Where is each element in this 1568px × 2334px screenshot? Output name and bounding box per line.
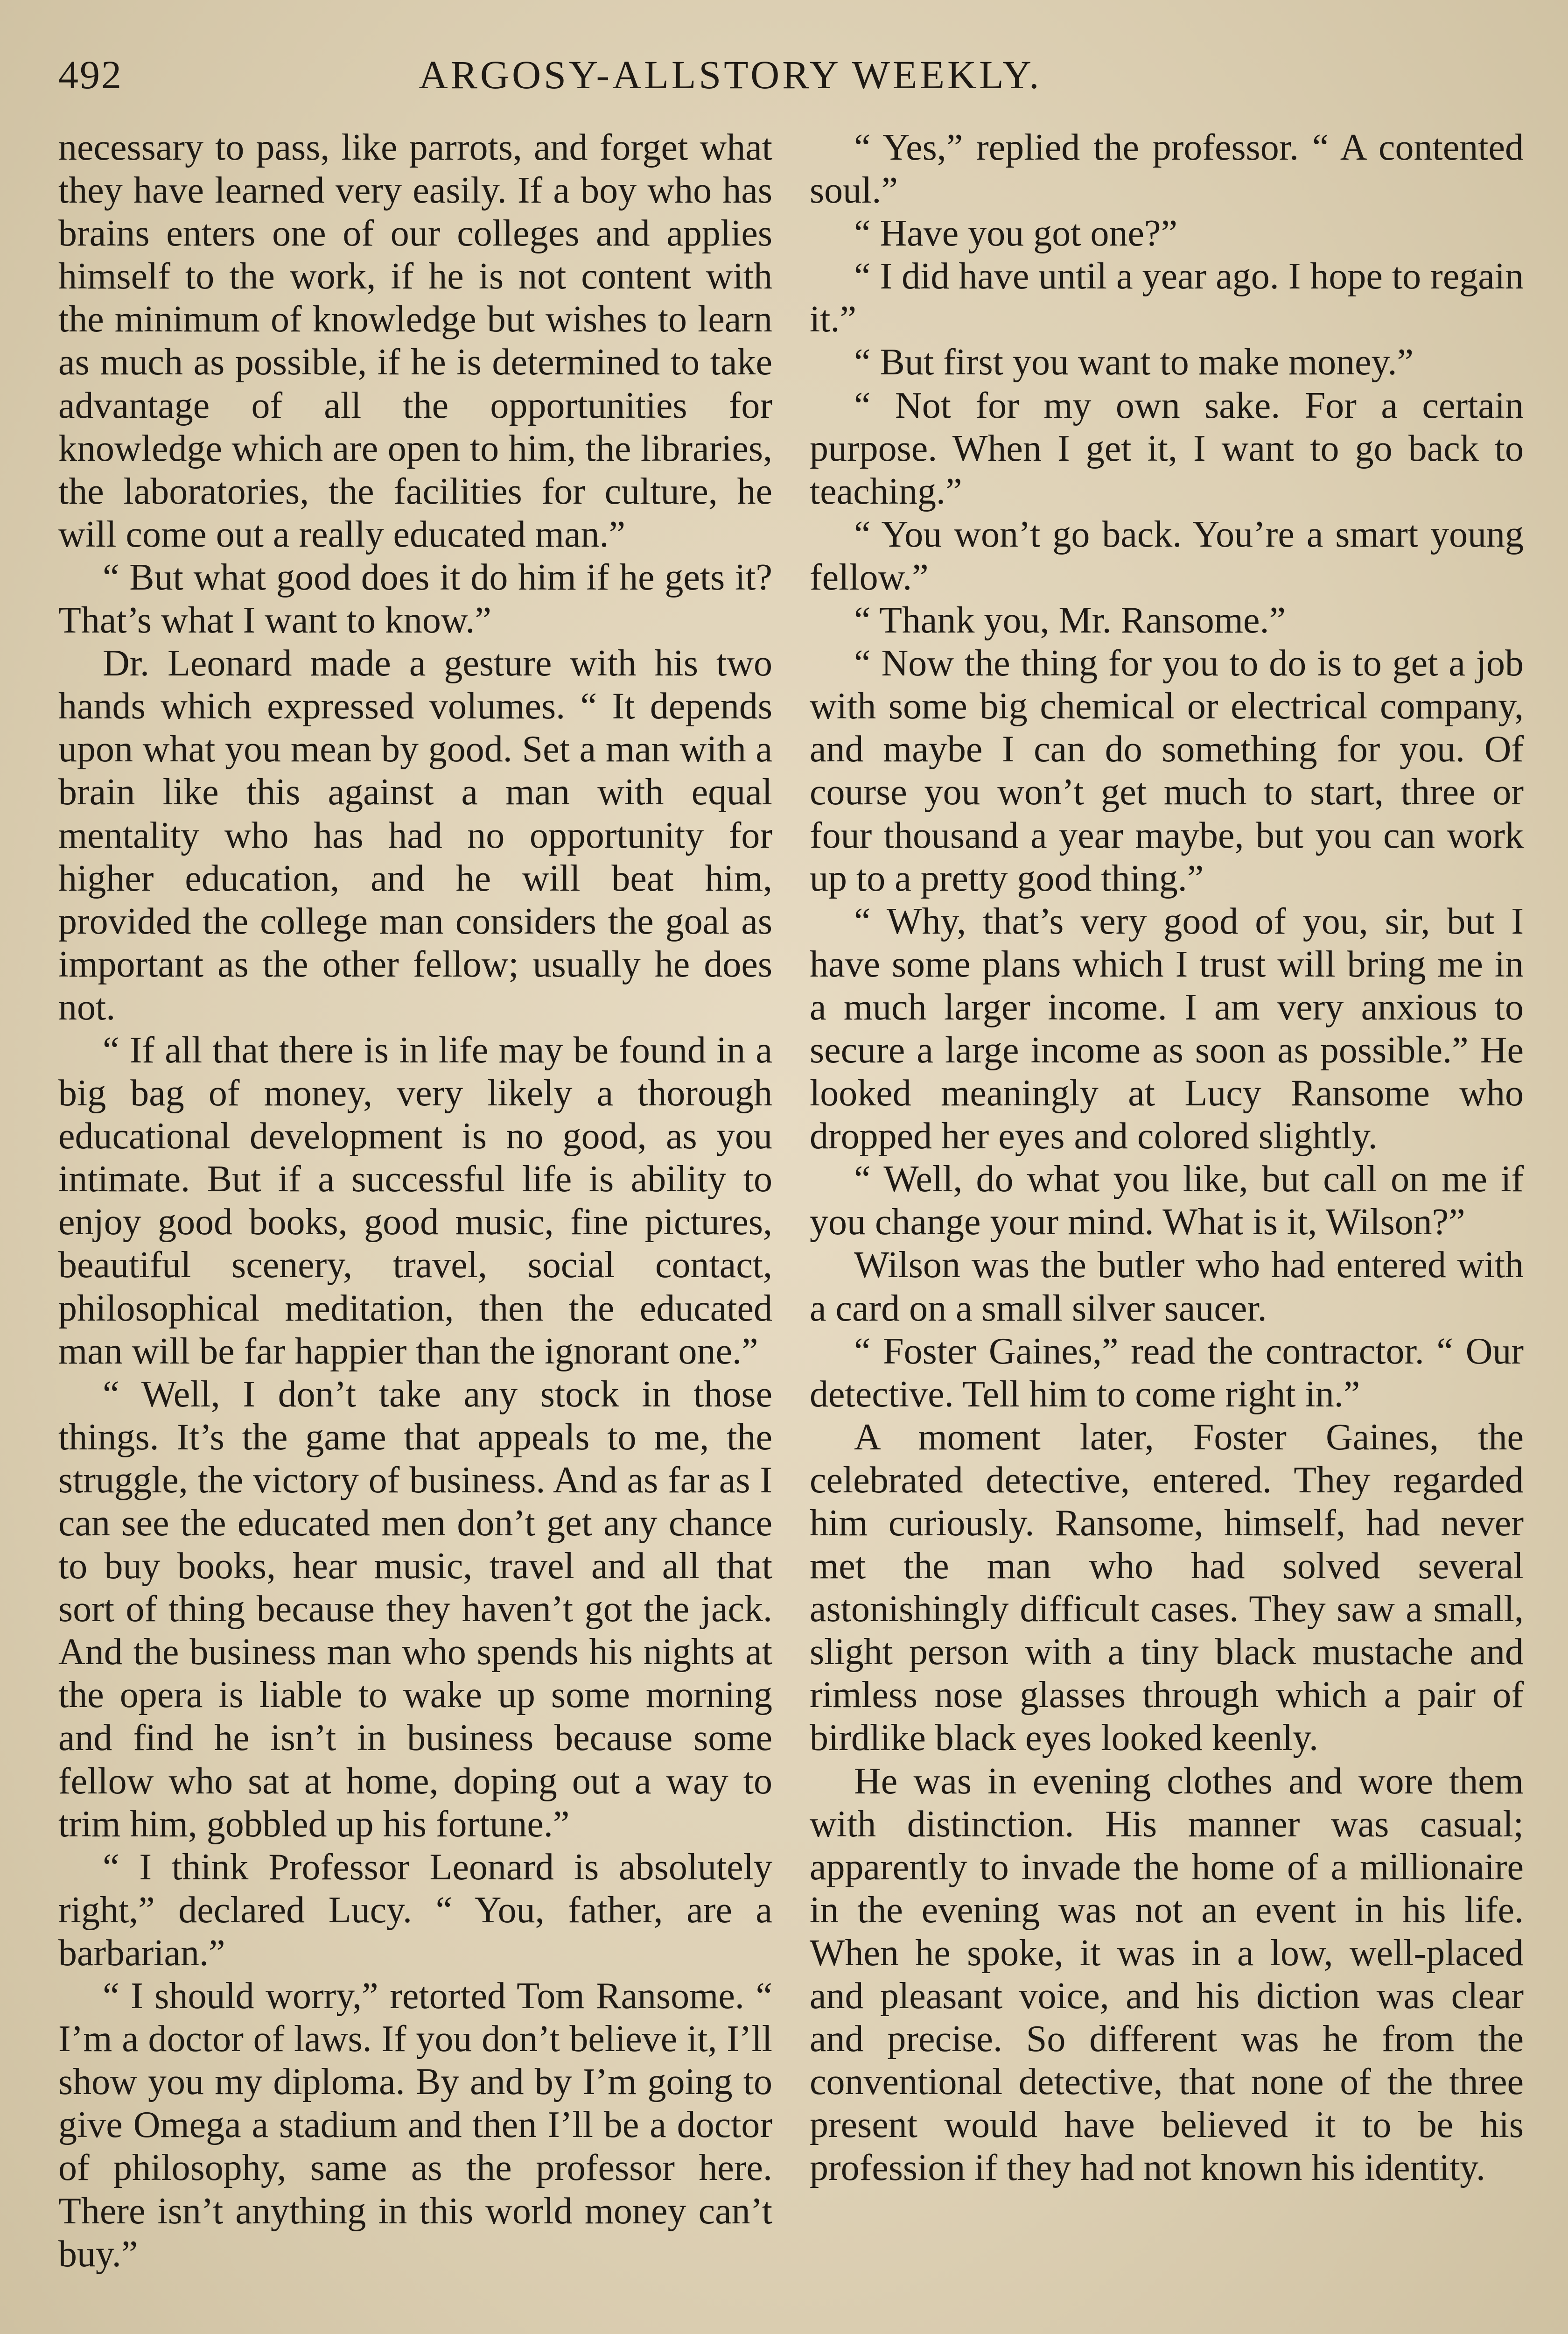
page-number: 492 — [58, 52, 123, 97]
paragraph: necessary to pass, like parrots, and forget what they have learned very easily. If a boy who has brains enters one of our colleges and applies himself to the work, if he is not content with the minimum of knowledge but wishes to learn as much as possible, if he is determined to take advantage of all the opportunities for knowledge which are open to him, the libraries, the laboratories, the facilities for culture, he will come out a really educated man.” — [58, 127, 772, 555]
paragraph: “ Well, I don’t take any stock in those things. It’s the game that appeals to me, the struggle, the victory of business. And as far as I can see the educated men don’t get any chance to buy books, hear music, travel and all that sort of thing because they haven’t got the jack. And the business man who spends his nights at the opera is liable to wake up some morning and find he isn’t in business because some fellow who sat at home, doping out a way to trim him, gobbled up his fortune.” — [58, 1373, 772, 1845]
paragraph: Dr. Leonard made a gesture with his two hands which expressed volumes. “ It depends upon what you mean by good. Set a man with a brain like this against a man with equal mentality who has had no opportunity for higher education, and he will beat him, provided the college man considers the goal as important as the other fellow; usually he does not. — [58, 643, 772, 1028]
paragraph: “ Not for my own sake. For a certain purpose. When I get it, I want to go back to teaching.” — [810, 385, 1524, 512]
paragraph: “ You won’t go back. You’re a smart young fellow.” — [810, 513, 1524, 598]
left-column — [58, 126, 772, 2276]
paragraph: “ But first you want to make money.” — [854, 342, 1414, 383]
paragraph: “ I did have until a year ago. I hope to regain it.” — [810, 256, 1524, 340]
right-column — [810, 126, 1524, 2190]
paragraph: “ Now the thing for you to do is to get a job with some big chemical or electrical company, and maybe I can do something for you. Of course you won’t get much to start, three or four thousand a year maybe, but you can work up to a pretty good thing.” — [810, 643, 1524, 899]
paragraph: “ If all that there is in life may be found in a big bag of money, very likely a thorough educational development is no good, as you intimate. But if a successful life is ability to enjoy good books, good music, fine pictures, beautiful scenery, travel, social contact, philosophical meditation, then the educated man will be far happier than the ignorant one.” — [58, 1029, 772, 1372]
paragraph: “ Thank you, Mr. Ransome.” — [854, 600, 1286, 641]
paragraph: A moment later, Foster Gaines, the celebrated detective, entered. They regarded him curiously. Ransome, himself, had never met the man who had solved several astonishingly difficult cases. They saw a small, slight person with a tiny black mustache and rimless nose glasses through which a pair of birdlike black eyes looked keenly. — [810, 1416, 1524, 1759]
paragraph: Wilson was the butler who had entered with a card on a small silver saucer. — [810, 1244, 1524, 1329]
paragraph: “ Foster Gaines,” read the contractor. “ Our detective. Tell him to come right in.” — [810, 1330, 1524, 1415]
running-title: ARGOSY-ALLSTORY WEEKLY. — [419, 52, 1042, 97]
paragraph: “ Have you got one?” — [854, 213, 1178, 254]
paragraph: “ Yes,” replied the professor. “ A contented soul.” — [810, 127, 1524, 211]
page-header — [58, 51, 1402, 107]
paragraph: “ I think Professor Leonard is absolutely right,” declared Lucy. “ You, father, are a barbarian.” — [58, 1846, 772, 1974]
paragraph: He was in evening clothes and wore them with distinction. His manner was casual; apparently to invade the home of a millionaire in the evening was not an event in his life. When he spoke, it was in a low, well-placed and pleasant voice, and his diction was clear and precise. So different was he from the conventional detective, that none of the three present would have believed it to be his profession if they had not known his identity. — [810, 1760, 1524, 2189]
paragraph: “ I should worry,” retorted Tom Ransome. “ I’m a doctor of laws. If you don’t believe it, I’ll show you my diploma. By and by I’m going to give Omega a stadium and then I’ll be a doctor of philosophy, same as the professor here. There isn’t anything in this world money can’t buy.” — [58, 1975, 772, 2275]
paragraph: “ Why, that’s very good of you, sir, but I have some plans which I trust will bring me in a much larger income. I am very anxious to secure a large income as soon as possible.” He looked meaningly at Lucy Ransome who dropped her eyes and colored slightly. — [810, 900, 1524, 1157]
paragraph: “ Well, do what you like, but call on me if you change your mind. What is it, Wilson?” — [810, 1159, 1524, 1243]
paragraph: “ But what good does it do him if he gets it? That’s what I want to know.” — [58, 556, 772, 641]
